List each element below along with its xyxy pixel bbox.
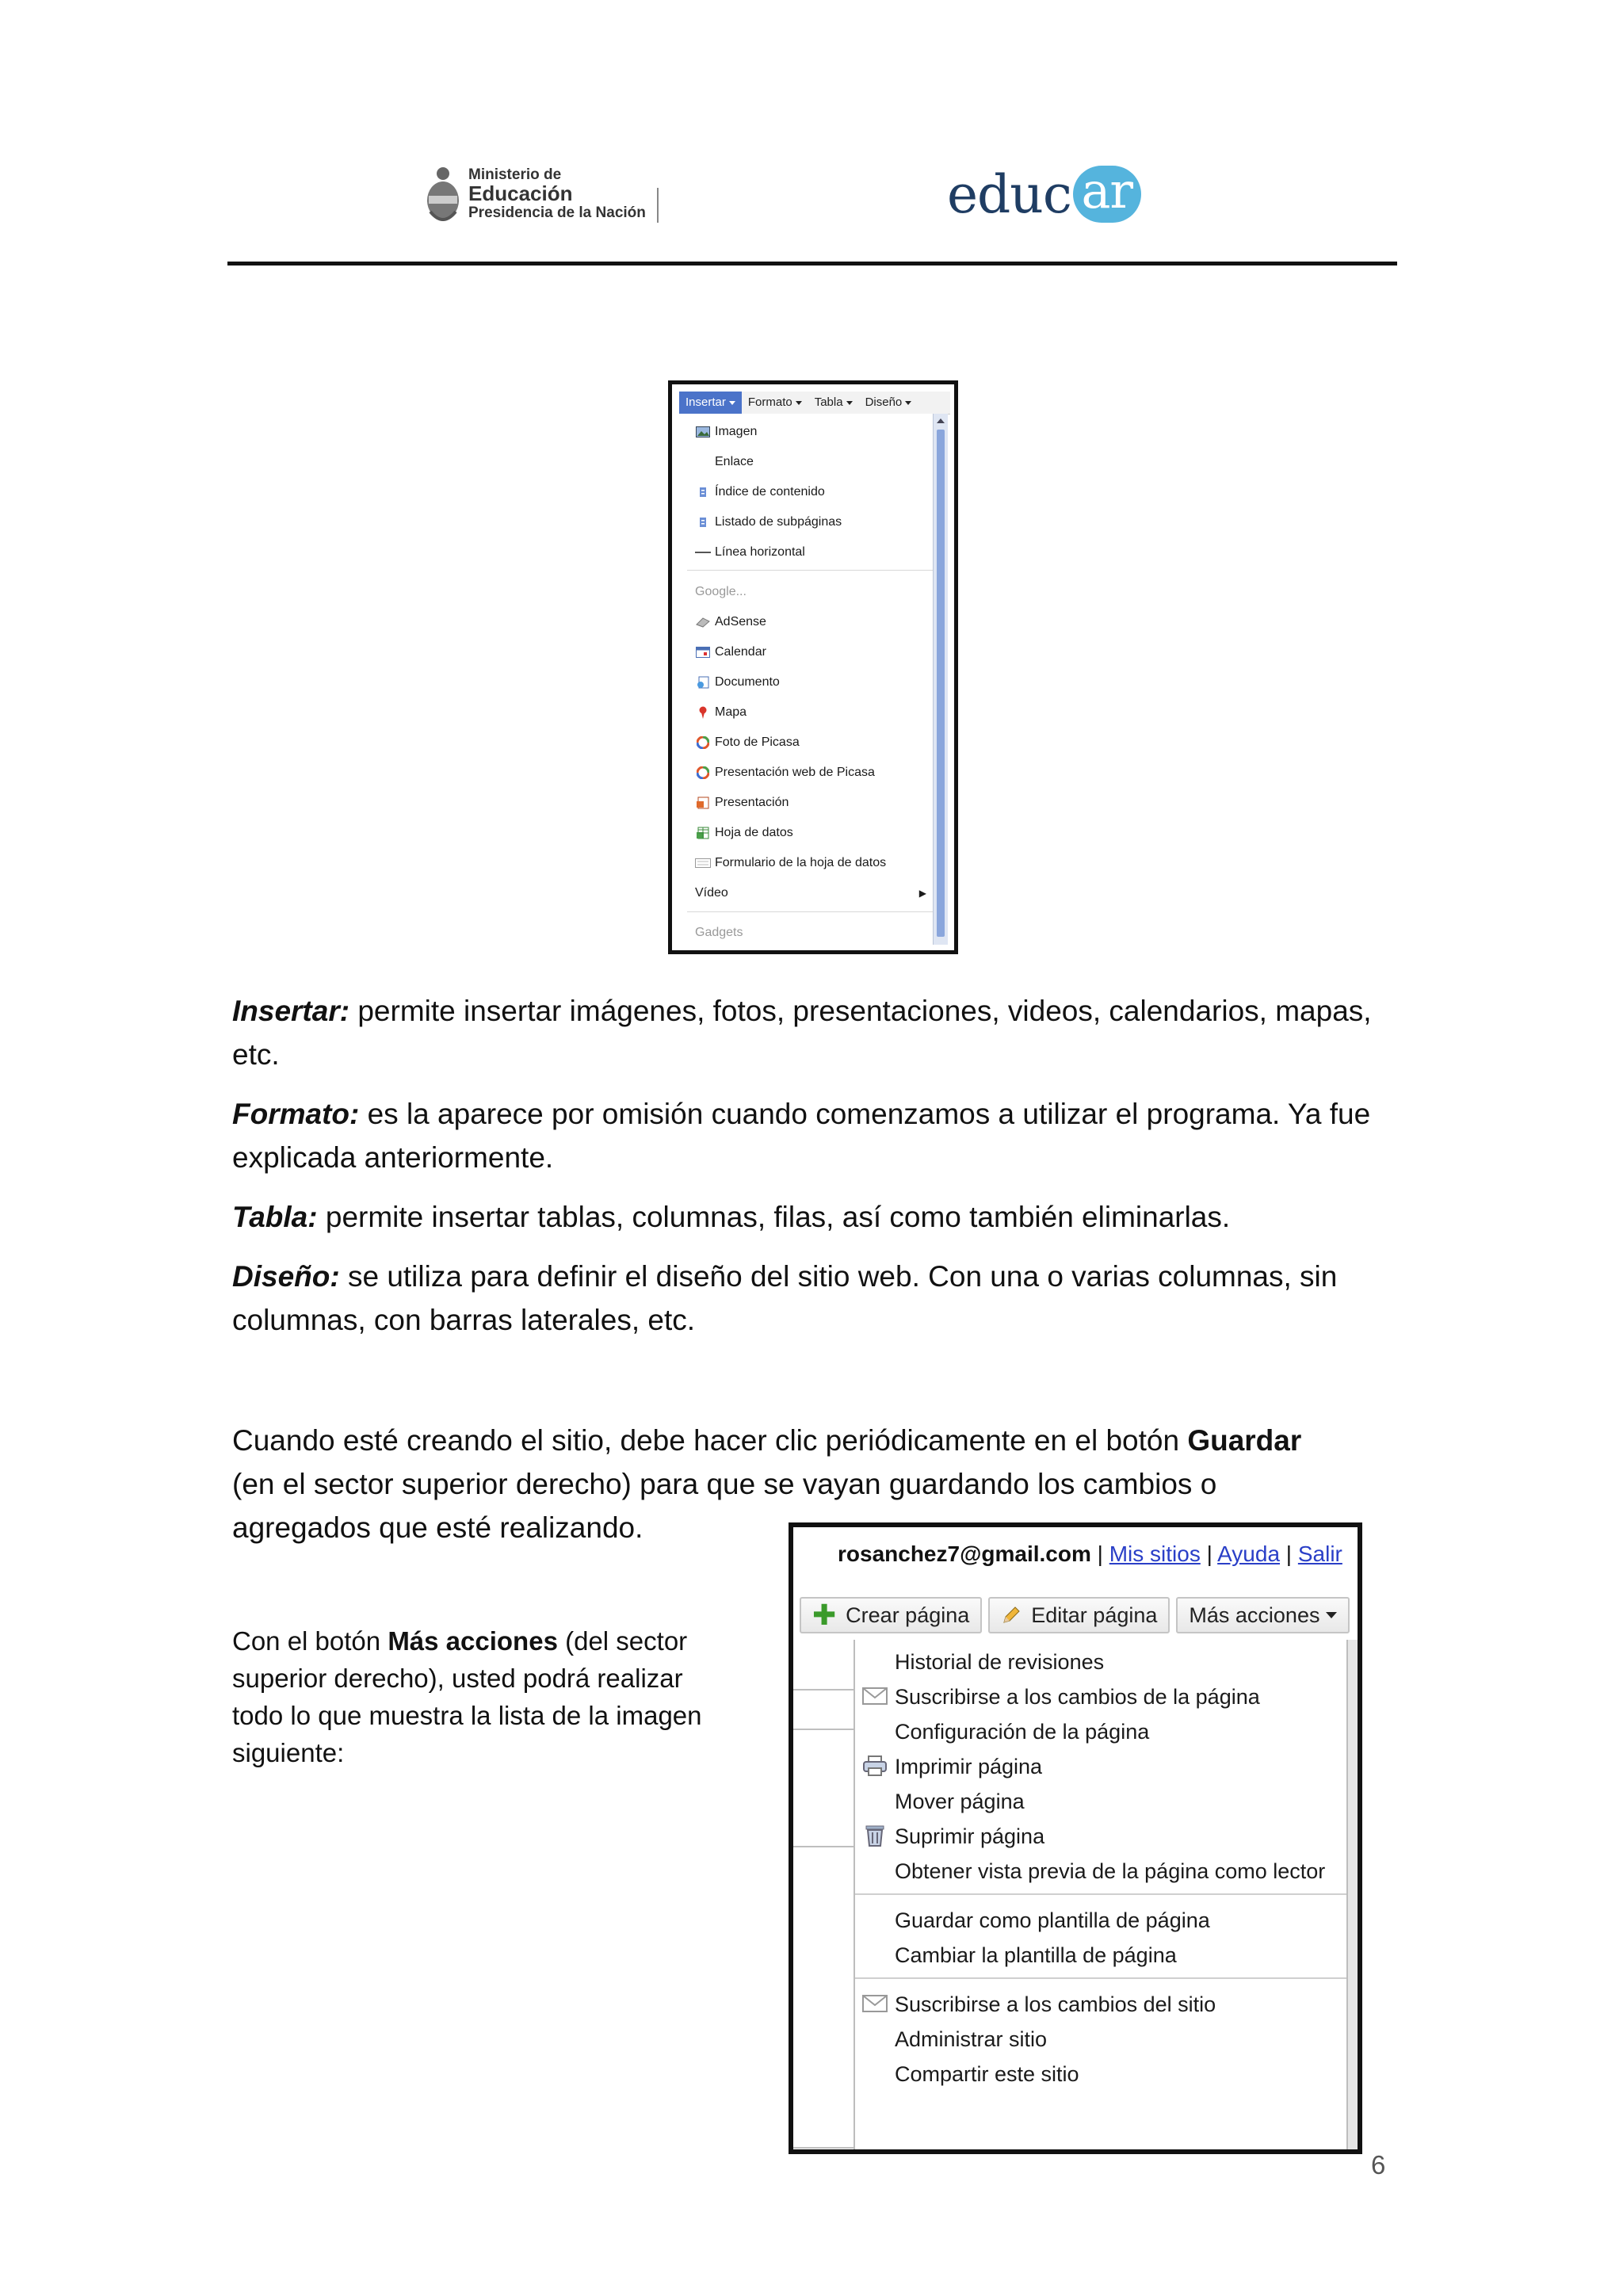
menu-item-vista-previa[interactable]: Obtener vista previa de la página como lector: [895, 1859, 1326, 1883]
page-content-edge: [793, 1640, 855, 2154]
menu-item-mapa[interactable]: Mapa: [695, 701, 747, 724]
more-actions-button[interactable]: Más acciones: [1176, 1597, 1350, 1633]
menu-separator: [687, 911, 933, 912]
tab-insertar[interactable]: Insertar: [679, 392, 742, 414]
form-icon: [695, 857, 711, 869]
page-number: 6: [1371, 2150, 1386, 2179]
ministerio-line2: Educación: [468, 181, 573, 206]
document-icon: [695, 676, 711, 689]
menu-item-suscribirse-pagina[interactable]: Suscribirse a los cambios de la página: [895, 1684, 1260, 1709]
picasa-icon: [695, 736, 711, 749]
menu-item-calendar[interactable]: Calendar: [695, 640, 766, 664]
menu-separator: [855, 1977, 1346, 1979]
more-actions-screenshot: [789, 1522, 1362, 2154]
scroll-up-arrow-icon[interactable]: [937, 418, 945, 423]
chevron-down-icon: [1326, 1612, 1337, 1618]
term-mas-acciones: Más acciones: [388, 1626, 558, 1656]
menu-item-historial[interactable]: Historial de revisiones: [895, 1649, 1105, 1674]
menu-item-hoja-datos[interactable]: Hoja de datos: [695, 821, 793, 845]
link-salir[interactable]: Salir: [1297, 1541, 1342, 1566]
national-seal-icon: [424, 164, 462, 224]
doc-list-icon: [695, 516, 711, 529]
paragraph-formato: [232, 1092, 1405, 1179]
term-diseno: Diseño:: [232, 1260, 340, 1293]
tab-tabla[interactable]: Tabla: [808, 392, 859, 414]
educar-logo-text: educ: [947, 163, 1071, 225]
term-formato: Formato:: [232, 1098, 360, 1130]
menu-item-mover[interactable]: Mover página: [895, 1789, 1025, 1813]
menu-item-suprimir[interactable]: Suprimir página: [895, 1824, 1045, 1848]
menu-separator: [855, 1893, 1346, 1895]
paragraph-mas-acciones: Con el botón Más acciones (del sector superior derecho), usted podrá realizar todo lo que muestra la lista de la imagen siguiente:: [232, 1626, 702, 1767]
create-page-button[interactable]: ✚ Crear página: [800, 1597, 982, 1633]
ministerio-logo: [424, 162, 659, 226]
calendar-icon: [695, 646, 711, 659]
menu-item-configuracion[interactable]: Configuración de la página: [895, 1719, 1150, 1744]
adsense-icon: [695, 616, 711, 628]
menu-item-foto-picasa[interactable]: Foto de Picasa: [695, 731, 800, 755]
menu-item-linea[interactable]: Línea horizontal: [695, 541, 805, 564]
paragraph-tabla: [232, 1195, 1405, 1239]
image-icon: [695, 426, 711, 438]
insert-dropdown: [679, 414, 934, 945]
menu-bar: [679, 392, 950, 415]
menu-item-guardar-plantilla[interactable]: Guardar como plantilla de página: [895, 1908, 1210, 1932]
spreadsheet-icon: [695, 827, 711, 839]
menu-item-documento[interactable]: Documento: [695, 670, 780, 694]
menu-item-imprimir[interactable]: Imprimir página: [895, 1754, 1043, 1778]
menu-item-indice[interactable]: Índice de contenido: [695, 480, 825, 504]
section-google: Google...: [695, 585, 747, 598]
term-tabla: Tabla:: [232, 1201, 318, 1233]
menu-item-enlace[interactable]: Enlace: [715, 455, 754, 468]
paragraph-guardar: Cuando esté creando el sitio, debe hacer clic periódicamente en el botón Guardar (en el sector superior derecho) para que se vayan guardando los cambios o agregados que esté realizando.: [232, 1424, 1302, 1544]
educar-logo-badge: ar: [1073, 166, 1141, 223]
paragraph-insertar: [232, 989, 1405, 1076]
menu-item-presentacion[interactable]: Presentación: [695, 791, 789, 815]
trash-icon: [861, 1824, 888, 1847]
submenu-arrow-icon: ▶: [918, 888, 926, 899]
menu-item-administrar[interactable]: Administrar sitio: [895, 2027, 1048, 2051]
link-ayuda[interactable]: Ayuda: [1217, 1541, 1281, 1566]
map-pin-icon: [695, 706, 711, 719]
tab-diseno[interactable]: Diseño: [859, 392, 918, 414]
section-gadgets: Gadgets: [695, 926, 743, 939]
term-insertar: Insertar:: [232, 995, 350, 1027]
desc-diseno: se utiliza para definir el diseño del sitio web. Con una o varias columnas, sin columnas, con barras laterales, etc.: [232, 1260, 1338, 1336]
page-toolbar: [800, 1597, 1362, 1633]
logo-divider: [657, 188, 659, 223]
ministerio-line3: Presidencia de la Nación: [468, 204, 646, 221]
desc-tabla: permite insertar tablas, columnas, filas, así como también eliminarlas.: [317, 1201, 1231, 1233]
menu-item-video[interactable]: Vídeo ▶: [695, 886, 926, 900]
menu-item-presentacion-picasa[interactable]: Presentación web de Picasa: [695, 761, 875, 785]
printer-icon: [861, 1754, 888, 1778]
term-guardar: Guardar: [1187, 1424, 1302, 1457]
insert-menu-screenshot: [668, 380, 958, 954]
envelope-icon: [861, 1992, 888, 2015]
picasa-icon: [695, 766, 711, 779]
menu-separator: [687, 570, 933, 571]
menu-item-formulario[interactable]: Formulario de la hoja de datos: [695, 851, 886, 875]
scroll-thumb[interactable]: [937, 430, 945, 937]
account-bar: rosanchez7@gmail.com | Mis sitios | Ayuda | Salir: [838, 1541, 1342, 1566]
paragraph-diseno: [232, 1255, 1405, 1342]
presentation-icon: [695, 797, 711, 809]
ministerio-line1: Ministerio de: [468, 166, 562, 184]
menu-item-adsense[interactable]: AdSense: [695, 610, 766, 634]
menu-scrollbar[interactable]: [933, 414, 948, 945]
hline-icon: [695, 546, 711, 559]
link-mis-sitios[interactable]: Mis sitios: [1109, 1541, 1201, 1566]
doc-list-icon: [695, 486, 711, 499]
menu-item-listado[interactable]: Listado de subpáginas: [695, 510, 842, 534]
plus-icon: ✚: [812, 1599, 837, 1631]
menu-item-suscribirse-sitio[interactable]: Suscribirse a los cambios del sitio: [895, 1992, 1216, 2016]
header-divider: [227, 262, 1397, 266]
desc-insertar: permite insertar imágenes, fotos, presentaciones, videos, calendarios, mapas, etc.: [232, 995, 1372, 1071]
envelope-icon: [861, 1684, 888, 1708]
more-actions-dropdown: [855, 1640, 1348, 2154]
menu-item-imagen[interactable]: Imagen: [695, 420, 757, 444]
menu-item-compartir[interactable]: Compartir este sitio: [895, 2061, 1079, 2086]
desc-formato: es la aparece por omisión cuando comenzamos a utilizar el programa. Ya fue explicada anteriormente.: [232, 1098, 1371, 1174]
educar-logo: [947, 159, 1141, 230]
dropdown-scrollbar[interactable]: [1348, 1640, 1359, 2154]
menu-item-cambiar-plantilla[interactable]: Cambiar la plantilla de página: [895, 1943, 1177, 1967]
edit-page-button[interactable]: Editar página: [988, 1597, 1170, 1633]
tab-formato[interactable]: Formato: [742, 392, 808, 414]
pencil-icon: [1001, 1605, 1022, 1626]
account-email: rosanchez7@gmail.com: [838, 1541, 1091, 1566]
